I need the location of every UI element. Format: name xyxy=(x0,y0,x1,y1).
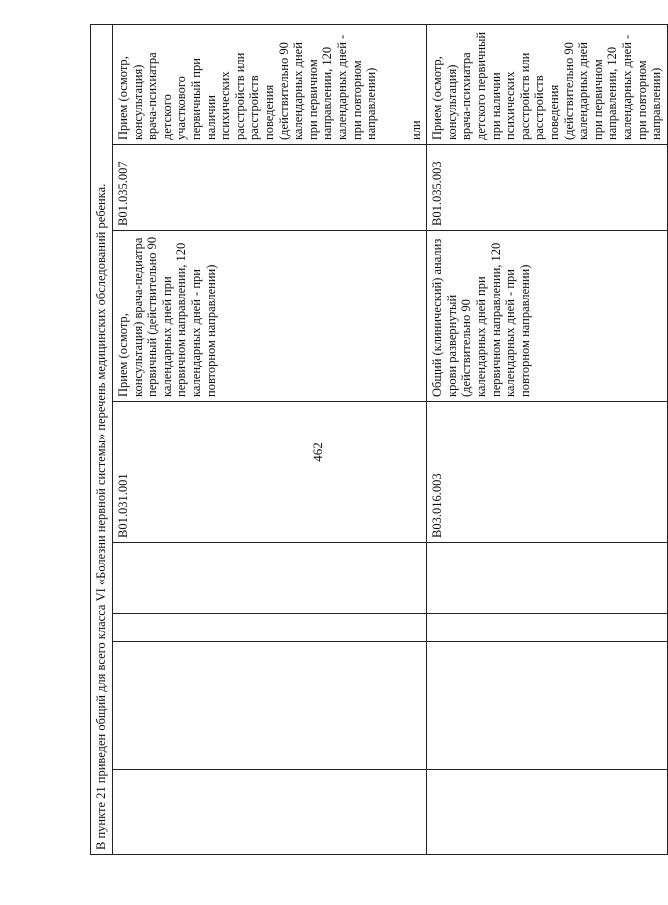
service-name: Общий (клинический) анализ крови развернутый (действительно 90 календарных дней при первичном направлении, 120 календарных дней - при повторном направлении) xyxy=(427,231,668,402)
empty-cell xyxy=(427,543,668,614)
service-code: B01.035.003 xyxy=(427,145,668,231)
empty-cell xyxy=(427,614,668,642)
or-connector: или xyxy=(408,120,423,140)
service-code: B03.016.003 xyxy=(427,402,668,543)
empty-cell xyxy=(113,642,427,770)
service-name-cell xyxy=(113,25,427,145)
service-code: B01.031.001 xyxy=(113,402,427,543)
table-header-note: В пункте 21 приведен общий для всего класса VI «Болезни нервной системы» перечень медицинских обследований ребенка. xyxy=(91,25,113,855)
table-row xyxy=(427,25,668,855)
service-name: Прием (осмотр, консультация) врача-педиатра первичный (действительно 90 календарных дней при первичном направлении, 120 календарных дней - при повторном направлении) xyxy=(113,231,427,402)
services-table xyxy=(90,24,668,855)
empty-cell xyxy=(427,770,668,855)
empty-cell xyxy=(427,642,668,770)
table-row xyxy=(113,25,427,855)
empty-cell xyxy=(113,614,427,642)
rotated-table-container xyxy=(90,25,664,855)
empty-cell xyxy=(113,770,427,855)
service-name: Прием (осмотр, консультация) врача-психиатра детского участкового первичный при наличии психических расстройств или расстройств поведения (действительно 90 календарных дней при первичном направлении, 120 календарных дней - при повторном направлении) xyxy=(116,34,379,140)
table-header-row xyxy=(91,25,113,855)
empty-cell xyxy=(113,543,427,614)
service-name: Прием (осмотр, консультация) врача-психиатра детского первичный при наличии психических расстройств или расстройств поведения (действительно 90 календарных дней при первичном направлении, 120 календарных дней - при повторном направлении) xyxy=(427,25,668,145)
service-code: B01.035.007 xyxy=(113,145,427,231)
page-number: 462 xyxy=(310,442,325,462)
